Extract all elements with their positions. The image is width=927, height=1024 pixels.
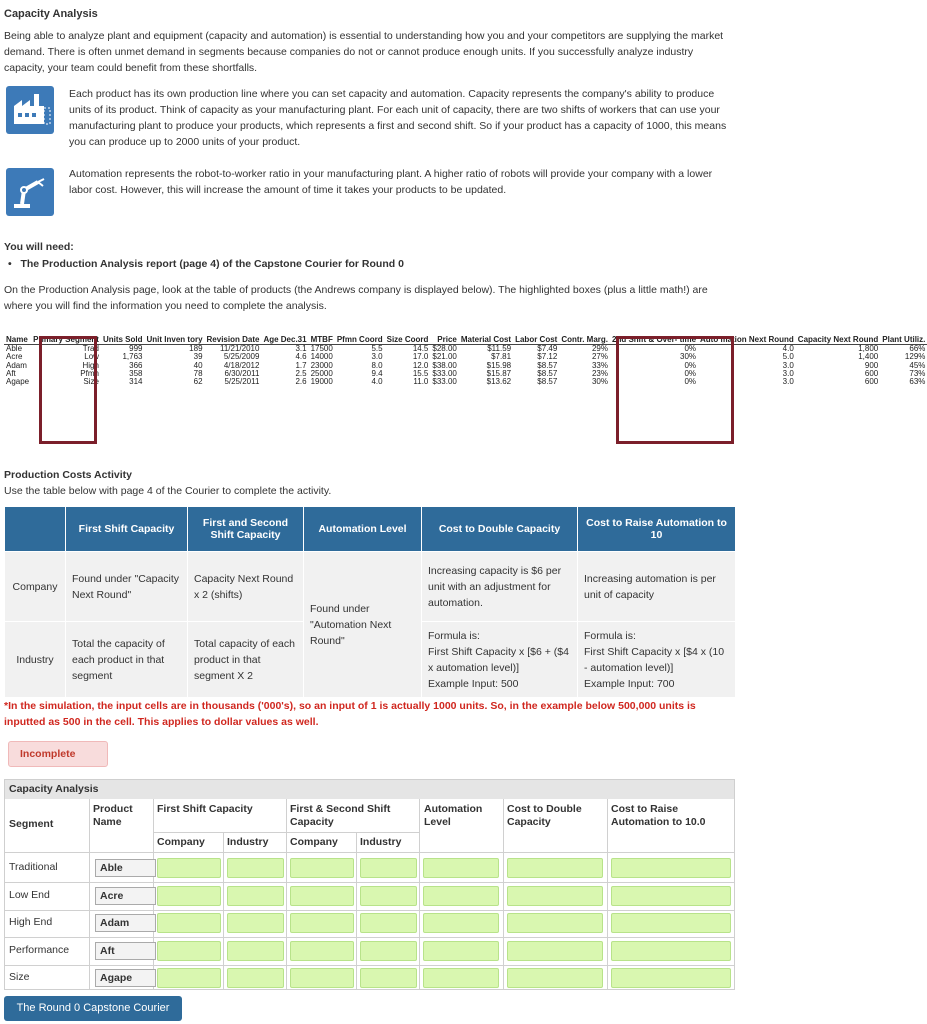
report-cell: 2.5 xyxy=(295,368,307,378)
col-both-shifts: First & Second Shift Capacity xyxy=(290,803,391,828)
input-cell[interactable] xyxy=(157,941,221,961)
report-cell: 45% xyxy=(909,360,926,370)
pc-industry-double-line: Formula is: xyxy=(428,629,480,642)
status-badge: Incomplete xyxy=(8,741,108,767)
pc-header-automation: Automation Level xyxy=(304,507,422,552)
product-name: Able xyxy=(95,859,156,877)
capacity-highlight-box xyxy=(616,336,734,444)
report-cell: 3.0 xyxy=(371,352,383,362)
input-cell[interactable] xyxy=(360,913,417,933)
pc-header-both-shifts: First and Second Shift Capacity xyxy=(188,507,304,552)
input-cell[interactable] xyxy=(611,941,731,961)
report-cell: $7.49 xyxy=(537,344,558,354)
input-cell[interactable] xyxy=(227,941,284,961)
report-cell: 4.0 xyxy=(371,377,383,387)
report-header: Pfmn Coord xyxy=(336,335,383,344)
input-cell[interactable] xyxy=(290,941,354,961)
col-double: Cost to Double Capacity xyxy=(507,803,582,828)
form-title: Capacity Analysis xyxy=(5,780,734,799)
input-cell[interactable] xyxy=(360,886,417,906)
report-cell: $7.12 xyxy=(537,352,558,362)
sub-industry: Industry xyxy=(360,836,402,848)
report-cell: 3.0 xyxy=(782,368,794,378)
report-header: Age Dec.31 xyxy=(263,335,307,344)
report-cell: 3.1 xyxy=(295,344,307,354)
report-cell: 39 xyxy=(193,352,203,362)
report-cell: Size xyxy=(83,377,99,387)
input-cell[interactable] xyxy=(360,858,417,878)
input-cell[interactable] xyxy=(227,886,284,906)
input-cell[interactable] xyxy=(611,858,731,878)
col-product: Product Name xyxy=(93,803,133,828)
report-row xyxy=(4,378,927,386)
sub-industry: Industry xyxy=(227,836,269,848)
report-cell: 73% xyxy=(909,368,926,378)
report-cell: 19000 xyxy=(310,377,333,387)
report-cell: 4.0 xyxy=(782,344,794,354)
report-header: Revision Date xyxy=(206,335,260,344)
input-cell[interactable] xyxy=(157,858,221,878)
capstone-courier-button[interactable]: The Round 0 Capstone Courier xyxy=(4,996,182,1021)
report-cell: 14000 xyxy=(310,352,333,362)
report-cell: 366 xyxy=(129,360,143,370)
pc-industry-raise-line: Formula is: xyxy=(584,629,636,642)
production-costs-table xyxy=(4,506,736,698)
segment-label: Traditional xyxy=(9,861,58,873)
report-cell: 0% xyxy=(684,377,697,387)
report-cell: Pfmn xyxy=(80,368,99,378)
report-cell: $8.57 xyxy=(537,368,558,378)
simulation-note: *In the simulation, the input cells are in thousands ('000's), so an input of 1 is actually 1000 units. So, in the example below 500,000 units is inputted as 500 in the cell. This applies to dollar values as well. xyxy=(4,700,696,728)
input-cell[interactable] xyxy=(423,941,499,961)
pc-company-first: Found under "Capacity Next Round" xyxy=(66,552,188,622)
report-cell: 23% xyxy=(591,368,608,378)
report-cell: 4/18/2012 xyxy=(223,360,260,370)
segment-label: Performance xyxy=(9,943,70,956)
report-cell: 27% xyxy=(591,352,608,362)
input-cell[interactable] xyxy=(227,858,284,878)
divider xyxy=(503,799,504,989)
pc-company-raise: Increasing automation is per unit of capacity xyxy=(578,552,736,622)
input-cell[interactable] xyxy=(423,913,499,933)
report-cell: $15.87 xyxy=(486,368,512,378)
input-cell[interactable] xyxy=(290,968,354,988)
input-cell[interactable] xyxy=(290,858,354,878)
col-first-shift: First Shift Capacity xyxy=(157,803,253,815)
product-name: Agape xyxy=(95,969,156,987)
intro-paragraph: Being able to analyze plant and equipment (capacity and automation) is essential to understanding how you and your competitors are supplying the market demand. There is often unmet demand in segments because companies do not or cannot produce enough units. If you successfully analyze industry capacity, your team could benefit from these shortfalls. xyxy=(4,30,724,74)
col-automation: Automation Level xyxy=(424,803,483,828)
report-cell: $28.00 xyxy=(432,344,457,354)
report-header: Units Sold xyxy=(102,335,143,344)
input-cell[interactable] xyxy=(611,886,731,906)
pc-industry-label: Industry xyxy=(5,622,66,698)
divider xyxy=(286,799,287,989)
report-cell: 33% xyxy=(591,360,608,370)
divider xyxy=(5,852,734,853)
report-cell: 1,763 xyxy=(122,352,143,362)
pc-company-second: Capacity Next Round x 2 (shifts) xyxy=(188,552,304,622)
input-cell[interactable] xyxy=(611,968,731,988)
pc-header-raise: Cost to Raise Automation to 10 xyxy=(578,507,736,552)
pc-industry-second: Total capacity of each product in that segment X 2 xyxy=(188,622,304,698)
divider xyxy=(419,799,420,989)
input-cell[interactable] xyxy=(290,886,354,906)
report-cell: 600 xyxy=(864,368,879,378)
report-header: Primary Segment xyxy=(33,335,99,344)
input-cell[interactable] xyxy=(423,968,499,988)
report-cell: $13.62 xyxy=(486,377,512,387)
report-cell: 1,800 xyxy=(858,344,879,354)
pc-header-first-shift: First Shift Capacity xyxy=(66,507,188,552)
report-cell: 30% xyxy=(680,352,697,362)
input-cell[interactable] xyxy=(423,886,499,906)
pc-industry-raise-line: First Shift Capacity x [$4 x (10 - automation level)] xyxy=(584,645,725,674)
report-cell: Low xyxy=(84,352,99,362)
segment-label: Low End xyxy=(9,888,50,901)
input-cell[interactable] xyxy=(227,913,284,933)
report-cell: Able xyxy=(6,344,23,354)
report-cell: 6/30/2011 xyxy=(224,368,260,378)
report-cell: 314 xyxy=(129,377,143,387)
report-cell: 2.6 xyxy=(295,377,307,387)
report-cell: 11/21/2010 xyxy=(219,344,260,354)
report-cell: 17500 xyxy=(310,344,333,354)
report-cell: 23000 xyxy=(310,360,333,370)
pc-industry-raise-line: Example Input: 700 xyxy=(584,677,675,690)
instruction-paragraph: On the Production Analysis page, look at the table of products (the Andrews company is displayed below). The highlighted boxes (plus a little math!) are where you will find the information you need to complete the analysis. xyxy=(4,284,708,312)
pc-industry-double-line: Example Input: 500 xyxy=(428,677,519,690)
report-cell: 189 xyxy=(189,344,203,354)
product-name: Acre xyxy=(95,887,156,905)
report-cell: 999 xyxy=(129,344,143,354)
need-item: The Production Analysis report (page 4) of the Capstone Courier for Round 0 xyxy=(20,258,404,270)
pc-automation: Found under "Automation Next Round" xyxy=(304,552,422,698)
pc-company-double: Increasing capacity is $6 per unit with an adjustment for automation. xyxy=(422,552,578,622)
input-cell[interactable] xyxy=(507,858,603,878)
input-cell[interactable] xyxy=(157,913,221,933)
pc-header-double: Cost to Double Capacity xyxy=(422,507,578,552)
report-header: Unit Inven tory xyxy=(146,335,203,344)
capacity-paragraph: Each product has its own production line where you can set capacity and automation. Capacity represents the company's ability to produce units of its product. Think of capacity as your manufacturing plant. For each unit of capacity, there are two shifts of workers that can use your manufacturing plant to produce your products, which represents a first and second shift. So if your product has a capacity of 1000, this means you can produce up to 2000 units of your product. xyxy=(69,88,727,148)
input-cell[interactable] xyxy=(157,886,221,906)
sub-company: Company xyxy=(157,836,205,848)
report-header: 2nd Shift & Over- time xyxy=(612,335,697,344)
report-cell: 129% xyxy=(904,352,926,362)
divider xyxy=(5,882,734,883)
report-cell: Trad xyxy=(82,344,99,354)
capacity-analysis-form xyxy=(4,779,735,990)
report-cell: 600 xyxy=(864,377,879,387)
report-cell: 3.0 xyxy=(782,377,794,387)
activity-title: Production Costs Activity xyxy=(4,469,132,481)
report-cell: 62 xyxy=(193,377,203,387)
report-cell: 1.7 xyxy=(295,360,307,370)
report-cell: 25000 xyxy=(310,368,333,378)
col-segment: Segment xyxy=(9,818,54,830)
input-cell[interactable] xyxy=(507,886,603,906)
report-cell: $38.00 xyxy=(432,360,457,370)
report-cell: Acre xyxy=(6,352,23,362)
col-raise: Cost to Raise Automation to 10.0 xyxy=(611,803,706,828)
report-cell: 4.6 xyxy=(295,352,307,362)
segment-highlight-box xyxy=(39,336,97,444)
report-cell: $33.00 xyxy=(432,377,457,387)
report-cell: 29% xyxy=(591,344,608,354)
report-cell: $33.00 xyxy=(432,368,457,378)
pc-company-label: Company xyxy=(5,552,66,622)
report-cell: $8.57 xyxy=(537,360,558,370)
report-header: Material Cost xyxy=(460,335,512,344)
report-cell: 15.5 xyxy=(412,368,429,378)
report-cell: $11.59 xyxy=(487,344,512,354)
need-bullet: • The Production Analysis report (page 4) of the Capstone Courier for Round 0 xyxy=(8,258,404,270)
segment-label: High End xyxy=(9,916,53,928)
report-cell: 11.0 xyxy=(413,377,429,387)
segment-label: Size xyxy=(9,971,30,983)
pc-industry-first: Total the capacity of each product in that segment xyxy=(66,622,188,698)
sub-company: Company xyxy=(290,836,338,848)
divider xyxy=(89,799,90,989)
input-cell[interactable] xyxy=(507,913,603,933)
product-name: Aft xyxy=(95,942,156,960)
report-header: Auto mation Next Round xyxy=(700,335,794,344)
report-cell: 900 xyxy=(864,360,879,370)
report-cell: 66% xyxy=(909,344,926,354)
input-cell[interactable] xyxy=(611,913,731,933)
input-cell[interactable] xyxy=(507,941,603,961)
report-cell: 17.0 xyxy=(412,352,429,362)
pc-industry-double xyxy=(422,622,578,698)
report-header: Name xyxy=(4,336,31,345)
report-cell: 5/25/2009 xyxy=(223,352,260,362)
production-analysis-report xyxy=(4,335,926,446)
report-cell: 9.4 xyxy=(371,368,383,378)
report-cell: 40 xyxy=(193,360,203,370)
report-header: Size Coord xyxy=(386,335,429,344)
report-cell: 0% xyxy=(684,360,697,370)
input-cell[interactable] xyxy=(227,968,284,988)
report-header: Contr. Marg. xyxy=(561,335,608,344)
report-cell: 30% xyxy=(591,377,608,387)
report-cell: High xyxy=(82,360,99,370)
pc-industry-raise xyxy=(578,622,736,698)
report-cell: 0% xyxy=(684,344,697,354)
divider xyxy=(607,799,608,989)
input-cell[interactable] xyxy=(360,968,417,988)
product-name: Adam xyxy=(95,914,156,932)
report-header: Plant Utiliz. xyxy=(882,335,926,344)
report-cell: $8.57 xyxy=(537,377,558,387)
factory-icon xyxy=(6,86,54,134)
report-cell: $7.81 xyxy=(491,352,512,362)
report-cell: 0% xyxy=(684,368,697,378)
report-cell: 5/25/2011 xyxy=(224,377,260,387)
input-cell[interactable] xyxy=(290,913,354,933)
report-cell: 63% xyxy=(909,377,926,387)
report-header: MTBF xyxy=(309,336,335,345)
report-cell: 358 xyxy=(129,368,143,378)
input-cell[interactable] xyxy=(157,968,221,988)
report-cell: 5.5 xyxy=(371,344,383,354)
input-cell[interactable] xyxy=(360,941,417,961)
report-cell: $15.98 xyxy=(486,360,512,370)
input-cell[interactable] xyxy=(423,858,499,878)
you-will-need-heading: You will need: xyxy=(4,241,74,253)
divider xyxy=(5,965,734,966)
automation-paragraph: Automation represents the robot-to-worker ratio in your manufacturing plant. A higher ratio of robots will provide your company with a lower labor cost. However, this will increase the amount of time it takes your products to be updated. xyxy=(69,168,713,196)
divider xyxy=(5,910,734,911)
input-cell[interactable] xyxy=(507,968,603,988)
report-cell: 1,400 xyxy=(858,352,879,362)
report-header: Labor Cost xyxy=(515,335,558,344)
pc-header-blank xyxy=(5,507,66,552)
report-cell: 12.0 xyxy=(412,360,429,370)
report-cell: Agape xyxy=(6,377,30,387)
report-cell: Adam xyxy=(6,360,27,370)
pc-industry-double-line: First Shift Capacity x [$6 + ($4 x automation level)] xyxy=(428,645,569,674)
report-cell: 8.0 xyxy=(371,360,383,370)
report-cell: 3.0 xyxy=(782,360,794,370)
report-cell: 14.5 xyxy=(412,344,429,354)
report-header: Price xyxy=(430,336,458,345)
page-title: Capacity Analysis xyxy=(4,8,98,20)
report-cell: Aft xyxy=(6,368,16,378)
report-header: Capacity Next Round xyxy=(797,335,879,344)
activity-subtitle: Use the table below with page 4 of the Courier to complete the activity. xyxy=(4,485,332,497)
report-cell: 5.0 xyxy=(782,352,794,362)
report-cell: 78 xyxy=(193,368,203,378)
report-cell: $21.00 xyxy=(432,352,457,362)
divider xyxy=(5,937,734,938)
robot-arm-icon xyxy=(6,168,54,216)
